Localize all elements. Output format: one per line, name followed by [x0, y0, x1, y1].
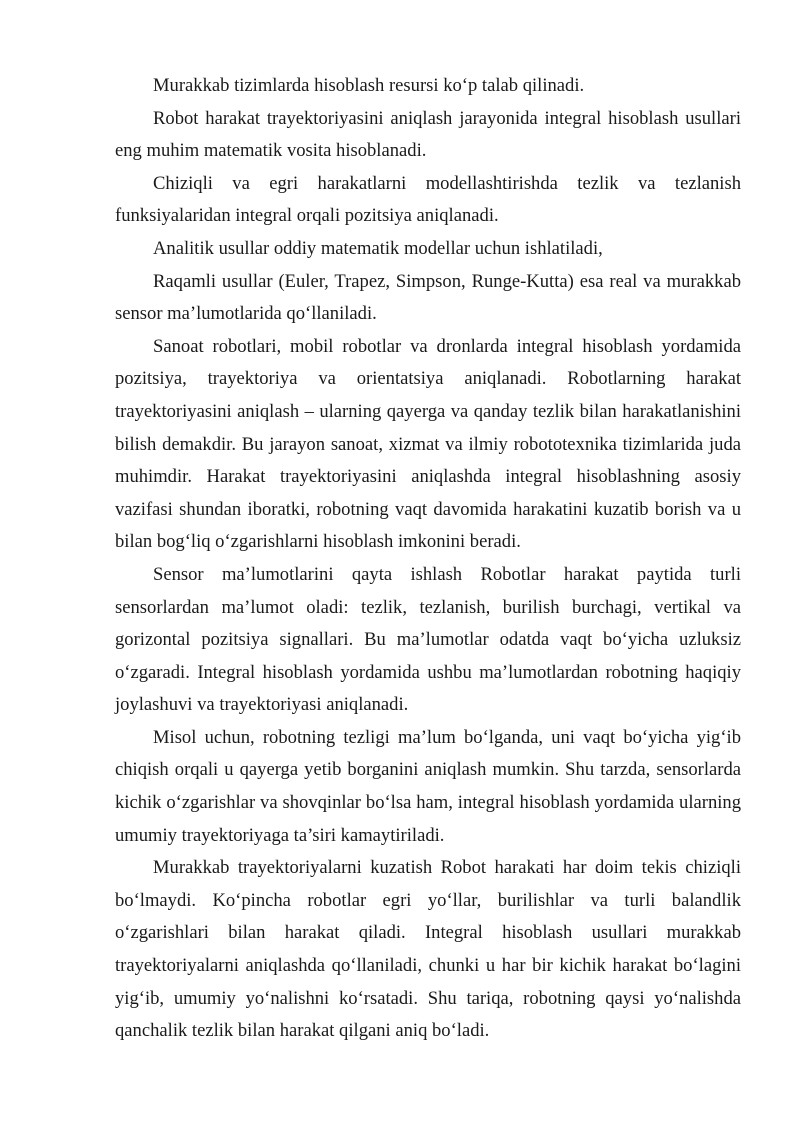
- paragraph-8: Misol uchun, robotning tezligi ma’lum bo‘lganda, uni vaqt bo‘yicha yig‘ib chiqish orqali u qayerga yetib borganini aniqlash mumkin. Shu tarzda, sensorlarda kichik o‘zgarishlar va shovqinlar bo‘lsa ham, integral hisoblash yordamida ularning umumiy trayektoriyaga ta’siri kamaytiriladi.: [115, 726, 741, 846]
- paragraph-2: Robot harakat trayektoriyasini aniqlash jarayonida integral hisoblash usullari eng muhim matematik vosita hisoblanadi.: [115, 107, 741, 162]
- document-page: [115, 70, 741, 1048]
- paragraph-4: Analitik usullar oddiy matematik modellar uchun ishlatiladi,: [153, 237, 603, 259]
- paragraph-7: Sensor ma’lumotlarini qayta ishlash Robotlar harakat paytida turli sensorlardan ma’lumot oladi: tezlik, tezlanish, burilish burchagi, vertikal va gorizontal pozitsiya signallari. Bu ma’lumotlar odatda vaqt bo‘yicha uzluksiz o‘zgaradi. Integral hisoblash yordamida ushbu ma’lumotlardan robotning haqiqiy joylashuvi va trayektoriyasi aniqlanadi.: [115, 563, 741, 716]
- paragraph-6: Sanoat robotlari, mobil robotlar va dronlarda integral hisoblash yordamida pozitsiya, trayektoriya va orientatsiya aniqlanadi. Robotlarning harakat trayektoriyasini aniqlash – ularning qayerga va qanday tezlik bilan harakatlanishini bilish demakdir. Bu jarayon sanoat, xizmat va ilmiy robototexnika tizimlarida juda muhimdir. Harakat trayektoriyasini aniqlashda integral hisoblashning asosiy vazifasi shundan iboratki, robotning vaqt davomida harakatini kuzatib borish va u bilan bog‘liq o‘zgarishlarni hisoblash imkonini beradi.: [115, 335, 741, 553]
- paragraph-3: Chiziqli va egri harakatlarni modellashtirishda tezlik va tezlanish funksiyalaridan integral orqali pozitsiya aniqlanadi.: [115, 172, 741, 227]
- paragraph-1: Murakkab tizimlarda hisoblash resursi ko‘p talab qilinadi.: [153, 75, 585, 96]
- paragraph-9: Murakkab trayektoriyalarni kuzatish Robot harakati har doim tekis chiziqli bo‘lmaydi. Ko‘pincha robotlar egri yo‘llar, burilishlar va turli balandlik o‘zgarishlari bilan harakat qiladi. Integral hisoblash usullari murakkab trayektoriyalarni aniqlashda qo‘llaniladi, chunki u har bir kichik harakat bo‘lagini yig‘ib, umumiy yo‘nalishni ko‘rsatadi. Shu tariqa, robotning qaysi yo‘nalishda qanchalik tezlik bilan harakat qilgani aniq bo‘ladi.: [115, 857, 741, 1042]
- paragraph-5: Raqamli usullar (Euler, Trapez, Simpson, Runge-Kutta) esa real va murakkab sensor ma’lumotlarida qo‘llaniladi.: [115, 270, 741, 325]
